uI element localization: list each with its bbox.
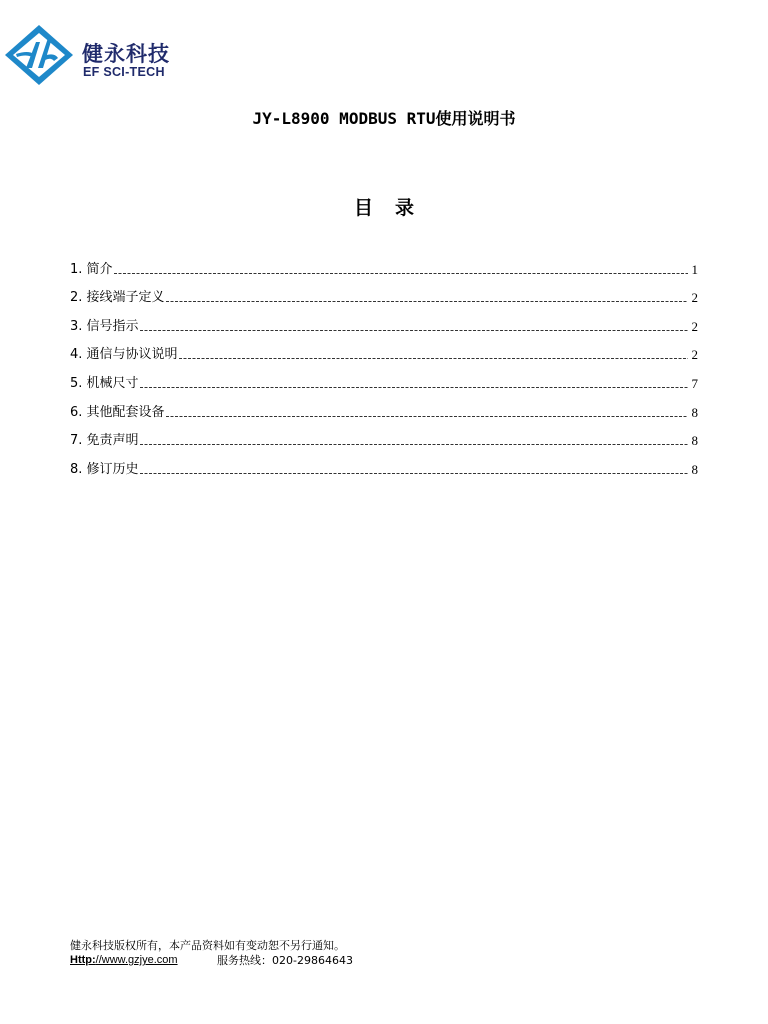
toc-entry-label: 6. 其他配套设备	[70, 404, 165, 420]
toc-entry-page: 8	[691, 433, 698, 449]
toc-leader	[114, 273, 688, 274]
toc-entry-label: 2. 接线端子定义	[70, 290, 165, 306]
toc-entry-page: 2	[691, 318, 698, 334]
website-link[interactable]	[70, 953, 217, 968]
toc-leader	[140, 473, 688, 474]
toc-leader	[140, 330, 688, 331]
service-hotline: 服务热线：020-29864643	[217, 954, 353, 967]
toc-entry-page: 1	[691, 261, 698, 277]
brand-name-cn: 健永科技	[82, 42, 170, 66]
toc-entry-page: 2	[691, 290, 698, 306]
website-link-scheme: Http:	[70, 954, 96, 966]
company-logo	[4, 24, 204, 86]
website-link-host: //www.gzjye.com	[95, 954, 178, 966]
toc-entry-page: 7	[691, 375, 698, 391]
toc-entry[interactable]	[70, 335, 698, 364]
toc-leader	[166, 301, 688, 302]
toc-entry[interactable]	[70, 363, 698, 392]
toc-entry-page: 8	[691, 404, 698, 420]
toc-entry[interactable]	[70, 392, 698, 421]
toc-entry[interactable]	[70, 421, 698, 450]
toc-entry-label: 7. 免责声明	[70, 433, 139, 449]
toc-entry[interactable]	[70, 278, 698, 307]
toc-entry[interactable]	[70, 249, 698, 278]
table-of-contents	[70, 249, 698, 478]
toc-leader	[140, 444, 688, 445]
toc-entry-label: 3. 信号指示	[70, 318, 139, 334]
toc-entry-label: 4. 通信与协议说明	[70, 347, 178, 363]
toc-heading: 目录	[353, 197, 436, 219]
toc-entry-label: 8. 修订历史	[70, 461, 139, 477]
toc-entry[interactable]	[70, 449, 698, 478]
toc-leader	[179, 358, 688, 359]
toc-leader	[166, 416, 688, 417]
footer-contact	[70, 953, 353, 968]
brand-name-en: EF SCI-TECH	[83, 65, 165, 79]
document-title: JY-L8900 MODBUS RTU使用说明书	[252, 109, 516, 128]
footer-copyright: 健永科技版权所有，本产品资料如有变动恕不另行通知。	[70, 939, 345, 952]
toc-entry-label: 1. 简介	[70, 261, 113, 277]
toc-entry-page: 8	[691, 461, 698, 477]
toc-entry[interactable]	[70, 306, 698, 335]
diamond-logo-icon	[4, 24, 74, 86]
toc-entry-page: 2	[691, 347, 698, 363]
page-footer	[70, 938, 353, 968]
toc-leader	[140, 387, 688, 388]
toc-entry-label: 5. 机械尺寸	[70, 375, 139, 391]
